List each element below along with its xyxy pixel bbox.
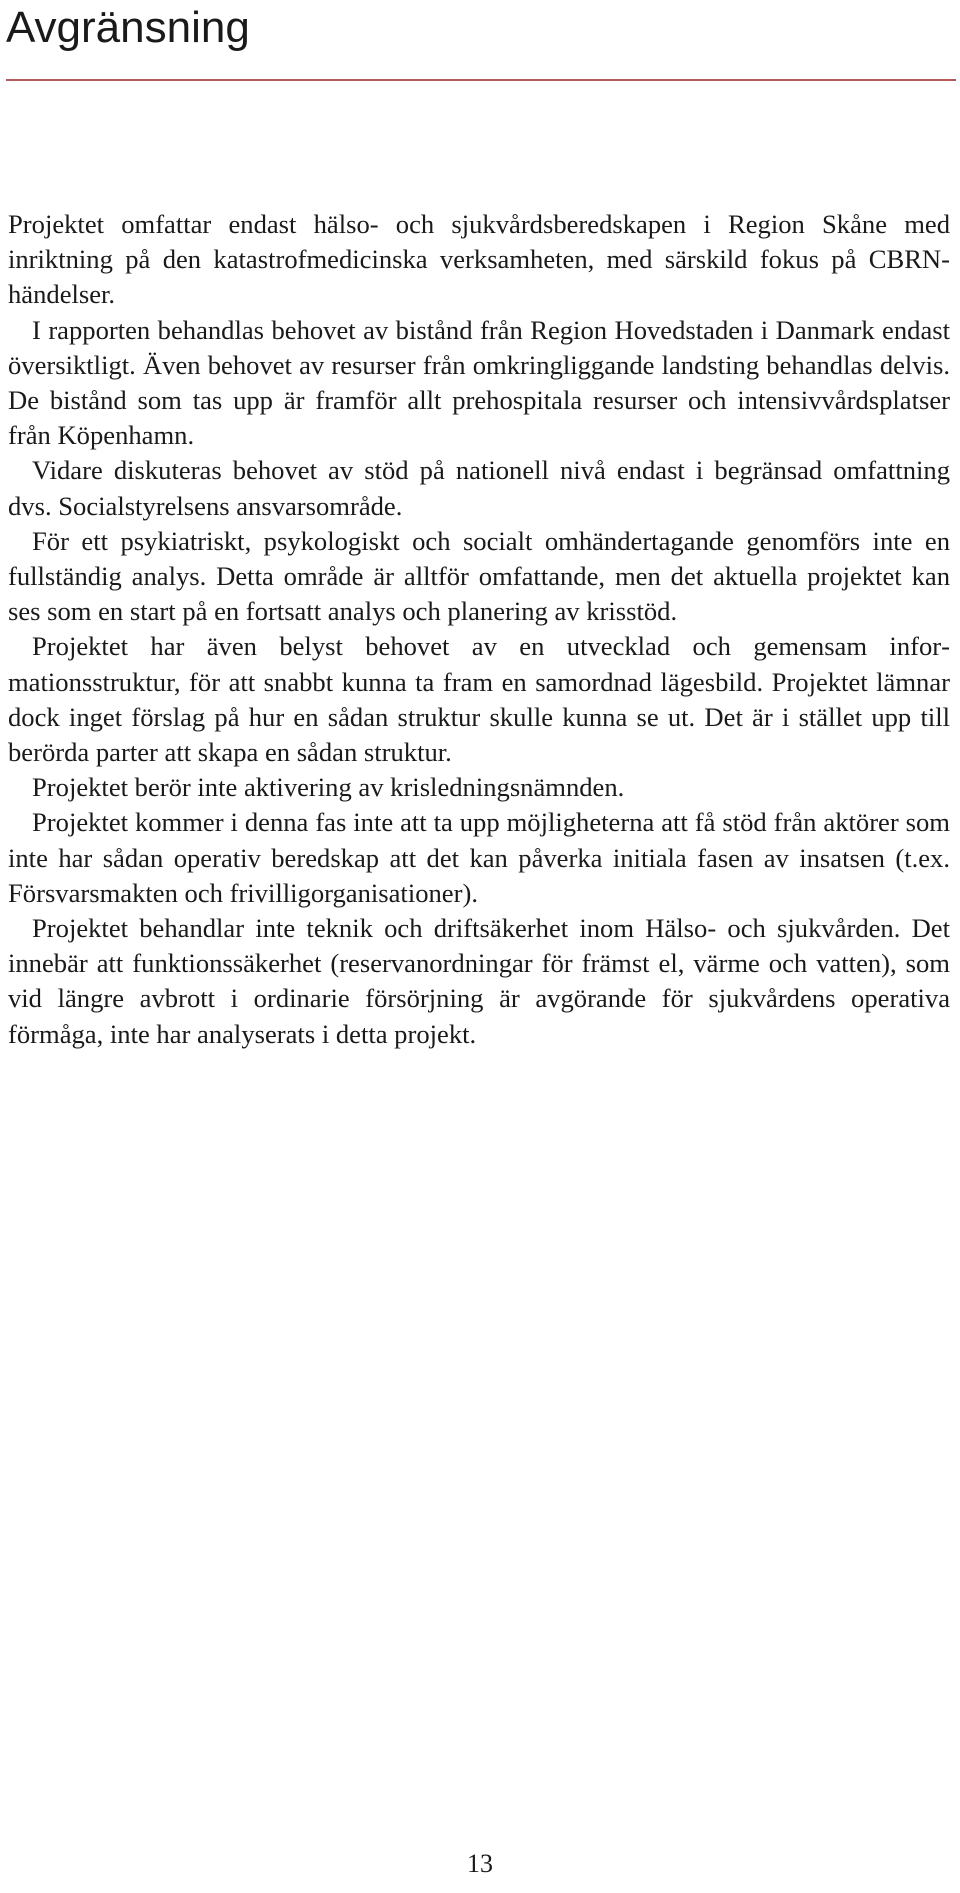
- page-title: Avgränsning: [6, 3, 250, 52]
- paragraph-information-structure: Projektet har även belyst behovet av en utvecklad och gemensam informationsstruktur, för att snabbt kunna ta fram en samordnad lägesbild. Projektet lämnar dock inget förslag på hur en sådan struktur skulle kunna se ut. Det är i stället upp till berörda parter att skapa en sådan struktur.: [8, 631, 950, 768]
- paragraph-crisis-board: Projektet berör inte aktivering av krisledningsnämnden.: [32, 772, 625, 803]
- paragraph-technical-reliability: Projektet behandlar inte teknik och driftsäkerhet inom Hälso- och sjukvården. Det innebär att funktionssäkerhet (reservanordningar för främst el, värme och vatten), som vid längre avbrott i ordinarie försörjning är avgörande för sjukvårdens operativa förmåga, inte har analyserats i detta projekt.: [8, 913, 950, 1049]
- body-text: [8, 207, 950, 1052]
- paragraph-scope: Projektet omfattar endast hälso- och sjukvårdsberedskapen i Region Skåne med inriktning på den katastrofmedicinska verksamheten, med särskild fokus på CBRN-händelser.: [8, 209, 950, 310]
- page-number: 13: [467, 1849, 493, 1878]
- paragraph-other-actors: Projektet kommer i denna fas inte att ta upp möjligheterna att få stöd från aktörer som inte har sådan operativ beredskap att det kan påverka initiala fasen av insatsen (t.ex. Försvarsmakten och frivilligorganisationer).: [8, 807, 950, 908]
- heading-divider: [6, 79, 956, 81]
- paragraph-denmark-support: I rapporten behandlas behovet av bistånd från Region Hovedstaden i Danmark endast översiktligt. Även behovet av resurser från omkringliggande landsting behandlas delvis. De bistånd som tas upp är framför allt prehospitala resurser och intensivvårdsplatser från Köpenhamn.: [8, 314, 950, 451]
- paragraph-psychosocial: För ett psykiatriskt, psykologiskt och socialt omhändertagande genomförs inte en fullständig analys. Detta område är alltför omfattande, men det aktuella projektet kan ses som en start på en fortsatt analys och planering av krisstöd.: [8, 525, 950, 627]
- paragraph-national-support: Vidare diskuteras behovet av stöd på nationell nivå endast i begränsad omfattning dvs. Socialstyrelsens ansvarsområde.: [8, 455, 950, 521]
